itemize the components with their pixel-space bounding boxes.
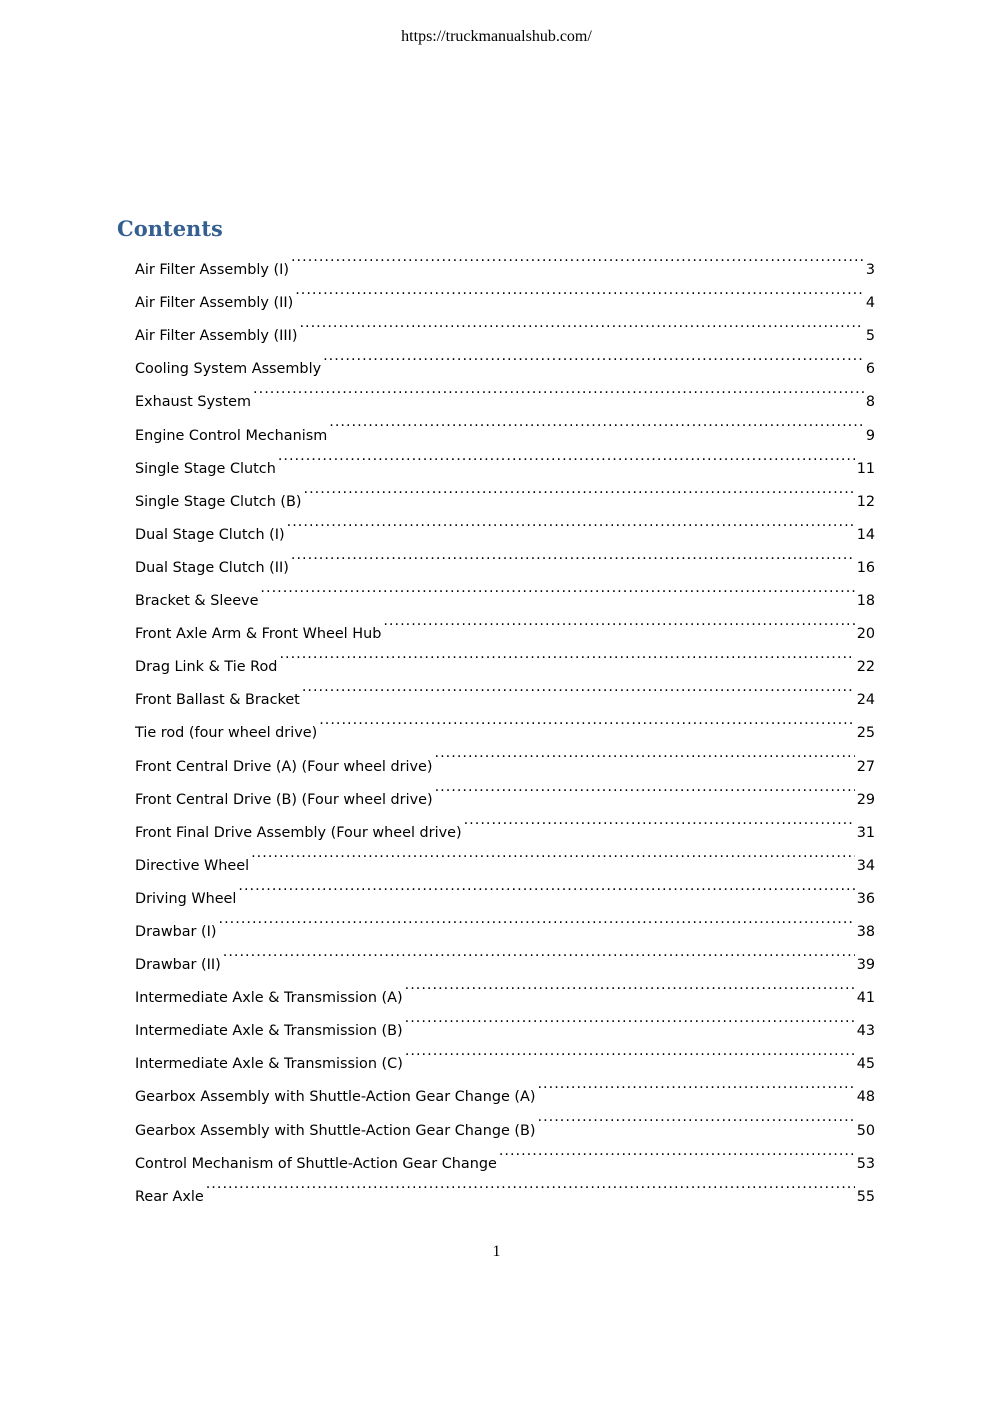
dot-leader: [302, 671, 855, 704]
toc-entry-title: Engine Control Mechanism: [135, 427, 328, 444]
toc-entry-title: Front Central Drive (B) (Four wheel drive): [135, 791, 433, 808]
toc-entry-page: 4: [865, 295, 875, 312]
dot-leader: [538, 1101, 855, 1134]
toc-entry-page: 48: [856, 1089, 875, 1106]
toc-entry-page: 36: [856, 890, 875, 907]
toc-entry-title: Intermediate Axle & Transmission (A): [135, 990, 403, 1007]
toc-entry-page: 34: [856, 857, 875, 874]
toc-entry-title: Control Mechanism of Shuttle-Action Gear Change: [135, 1155, 497, 1172]
dot-leader: [405, 969, 855, 1002]
toc-entry-page: 39: [856, 957, 875, 974]
dot-leader: [405, 1035, 855, 1068]
toc-entry-title: Driving Wheel: [135, 890, 237, 907]
toc-entry-title: Bracket & Sleeve: [135, 593, 259, 610]
toc-entry-title: Dual Stage Clutch (I): [135, 526, 285, 543]
toc-entry-title: Front Axle Arm & Front Wheel Hub: [135, 626, 382, 643]
toc-entry[interactable]: [135, 241, 875, 279]
toc-entry-page: 27: [856, 758, 875, 775]
toc-entry-title: Front Ballast & Bracket: [135, 692, 300, 709]
toc-entry-page: 24: [856, 692, 875, 709]
dot-leader: [238, 870, 854, 903]
toc-entry-page: 8: [865, 394, 875, 411]
toc-entry-page: 29: [856, 791, 875, 808]
dot-leader: [435, 771, 855, 804]
dot-leader: [253, 373, 864, 406]
toc-entry-page: 14: [856, 526, 875, 543]
header-url[interactable]: https://truckmanualshub.com/: [401, 28, 592, 45]
toc-entry[interactable]: [135, 969, 875, 1007]
toc-entry-page: 55: [856, 1188, 875, 1205]
toc-list: [135, 241, 875, 1205]
dot-leader: [329, 406, 864, 439]
toc-entry-page: 50: [856, 1122, 875, 1139]
toc-entry-title: Air Filter Assembly (II): [135, 295, 294, 312]
toc-entry-title: Tie rod (four wheel drive): [135, 725, 318, 742]
toc-entry-page: 9: [865, 427, 875, 444]
toc-entry-title: Front Final Drive Assembly (Four wheel drive): [135, 824, 462, 841]
toc-entry-page: 12: [856, 493, 875, 510]
toc-entry-page: 3: [865, 262, 875, 279]
toc-entry-page: 22: [856, 659, 875, 676]
dot-leader: [464, 804, 855, 837]
dot-leader: [319, 704, 855, 737]
toc-entry-page: 20: [856, 626, 875, 643]
toc-entry-page: 5: [865, 328, 875, 345]
toc-entry[interactable]: [135, 1168, 875, 1205]
toc-entry-title: Cooling System Assembly: [135, 361, 322, 378]
toc-entry-page: 38: [856, 923, 875, 940]
toc-entry-page: 18: [856, 593, 875, 610]
toc-entry-page: 25: [856, 725, 875, 742]
toc-entry[interactable]: [135, 870, 875, 907]
dot-leader: [299, 307, 863, 340]
toc-entry-page: 53: [856, 1155, 875, 1172]
contents-heading: Contents: [117, 216, 223, 241]
toc-entry-title: Dual Stage Clutch (II): [135, 559, 289, 576]
toc-entry-title: Drawbar (II): [135, 957, 221, 974]
toc-entry-title: Drawbar (I): [135, 923, 217, 940]
dot-leader: [383, 605, 854, 638]
toc-entry-page: 16: [856, 559, 875, 576]
dot-leader: [295, 274, 864, 307]
dot-leader: [323, 340, 864, 373]
dot-leader: [435, 737, 855, 770]
dot-leader: [405, 1002, 855, 1035]
dot-leader: [291, 539, 855, 572]
toc-entry-title: Intermediate Axle & Transmission (B): [135, 1023, 403, 1040]
dot-leader: [206, 1168, 855, 1201]
dot-leader: [278, 440, 855, 473]
toc-entry[interactable]: [135, 903, 875, 940]
toc-entry-title: Single Stage Clutch: [135, 460, 276, 477]
dot-leader: [219, 903, 855, 936]
dot-leader: [260, 572, 854, 605]
toc-entry-page: 43: [856, 1023, 875, 1040]
toc-entry-title: Air Filter Assembly (III): [135, 328, 298, 345]
toc-entry-title: Rear Axle: [135, 1188, 204, 1205]
toc-entry-page: 31: [856, 824, 875, 841]
dot-leader: [279, 638, 854, 671]
dot-leader: [251, 837, 855, 870]
page-number: 1: [492, 1243, 501, 1260]
toc-entry-title: Intermediate Axle & Transmission (C): [135, 1056, 403, 1073]
toc-entry-title: Gearbox Assembly with Shuttle-Action Gear Change (A): [135, 1089, 536, 1106]
dot-leader: [304, 473, 855, 506]
toc-entry-page: 41: [856, 990, 875, 1007]
dot-leader: [291, 241, 864, 274]
toc-entry-page: 45: [856, 1056, 875, 1073]
toc-entry-title: Directive Wheel: [135, 857, 250, 874]
toc-entry-title: Air Filter Assembly (I): [135, 262, 289, 279]
dot-leader: [499, 1135, 855, 1168]
toc-entry-page: 6: [865, 361, 875, 378]
toc-entry[interactable]: [135, 936, 875, 974]
toc-entry-title: Gearbox Assembly with Shuttle-Action Gear Change (B): [135, 1122, 536, 1139]
dot-leader: [223, 936, 855, 969]
dot-leader: [287, 506, 855, 539]
toc-entry-title: Front Central Drive (A) (Four wheel drive): [135, 758, 433, 775]
dot-leader: [537, 1068, 854, 1101]
toc-entry-title: Drag Link & Tie Rod: [135, 659, 278, 676]
toc-entry-title: Single Stage Clutch (B): [135, 493, 302, 510]
toc-entry-page: 11: [856, 460, 875, 477]
toc-entry-title: Exhaust System: [135, 394, 252, 411]
